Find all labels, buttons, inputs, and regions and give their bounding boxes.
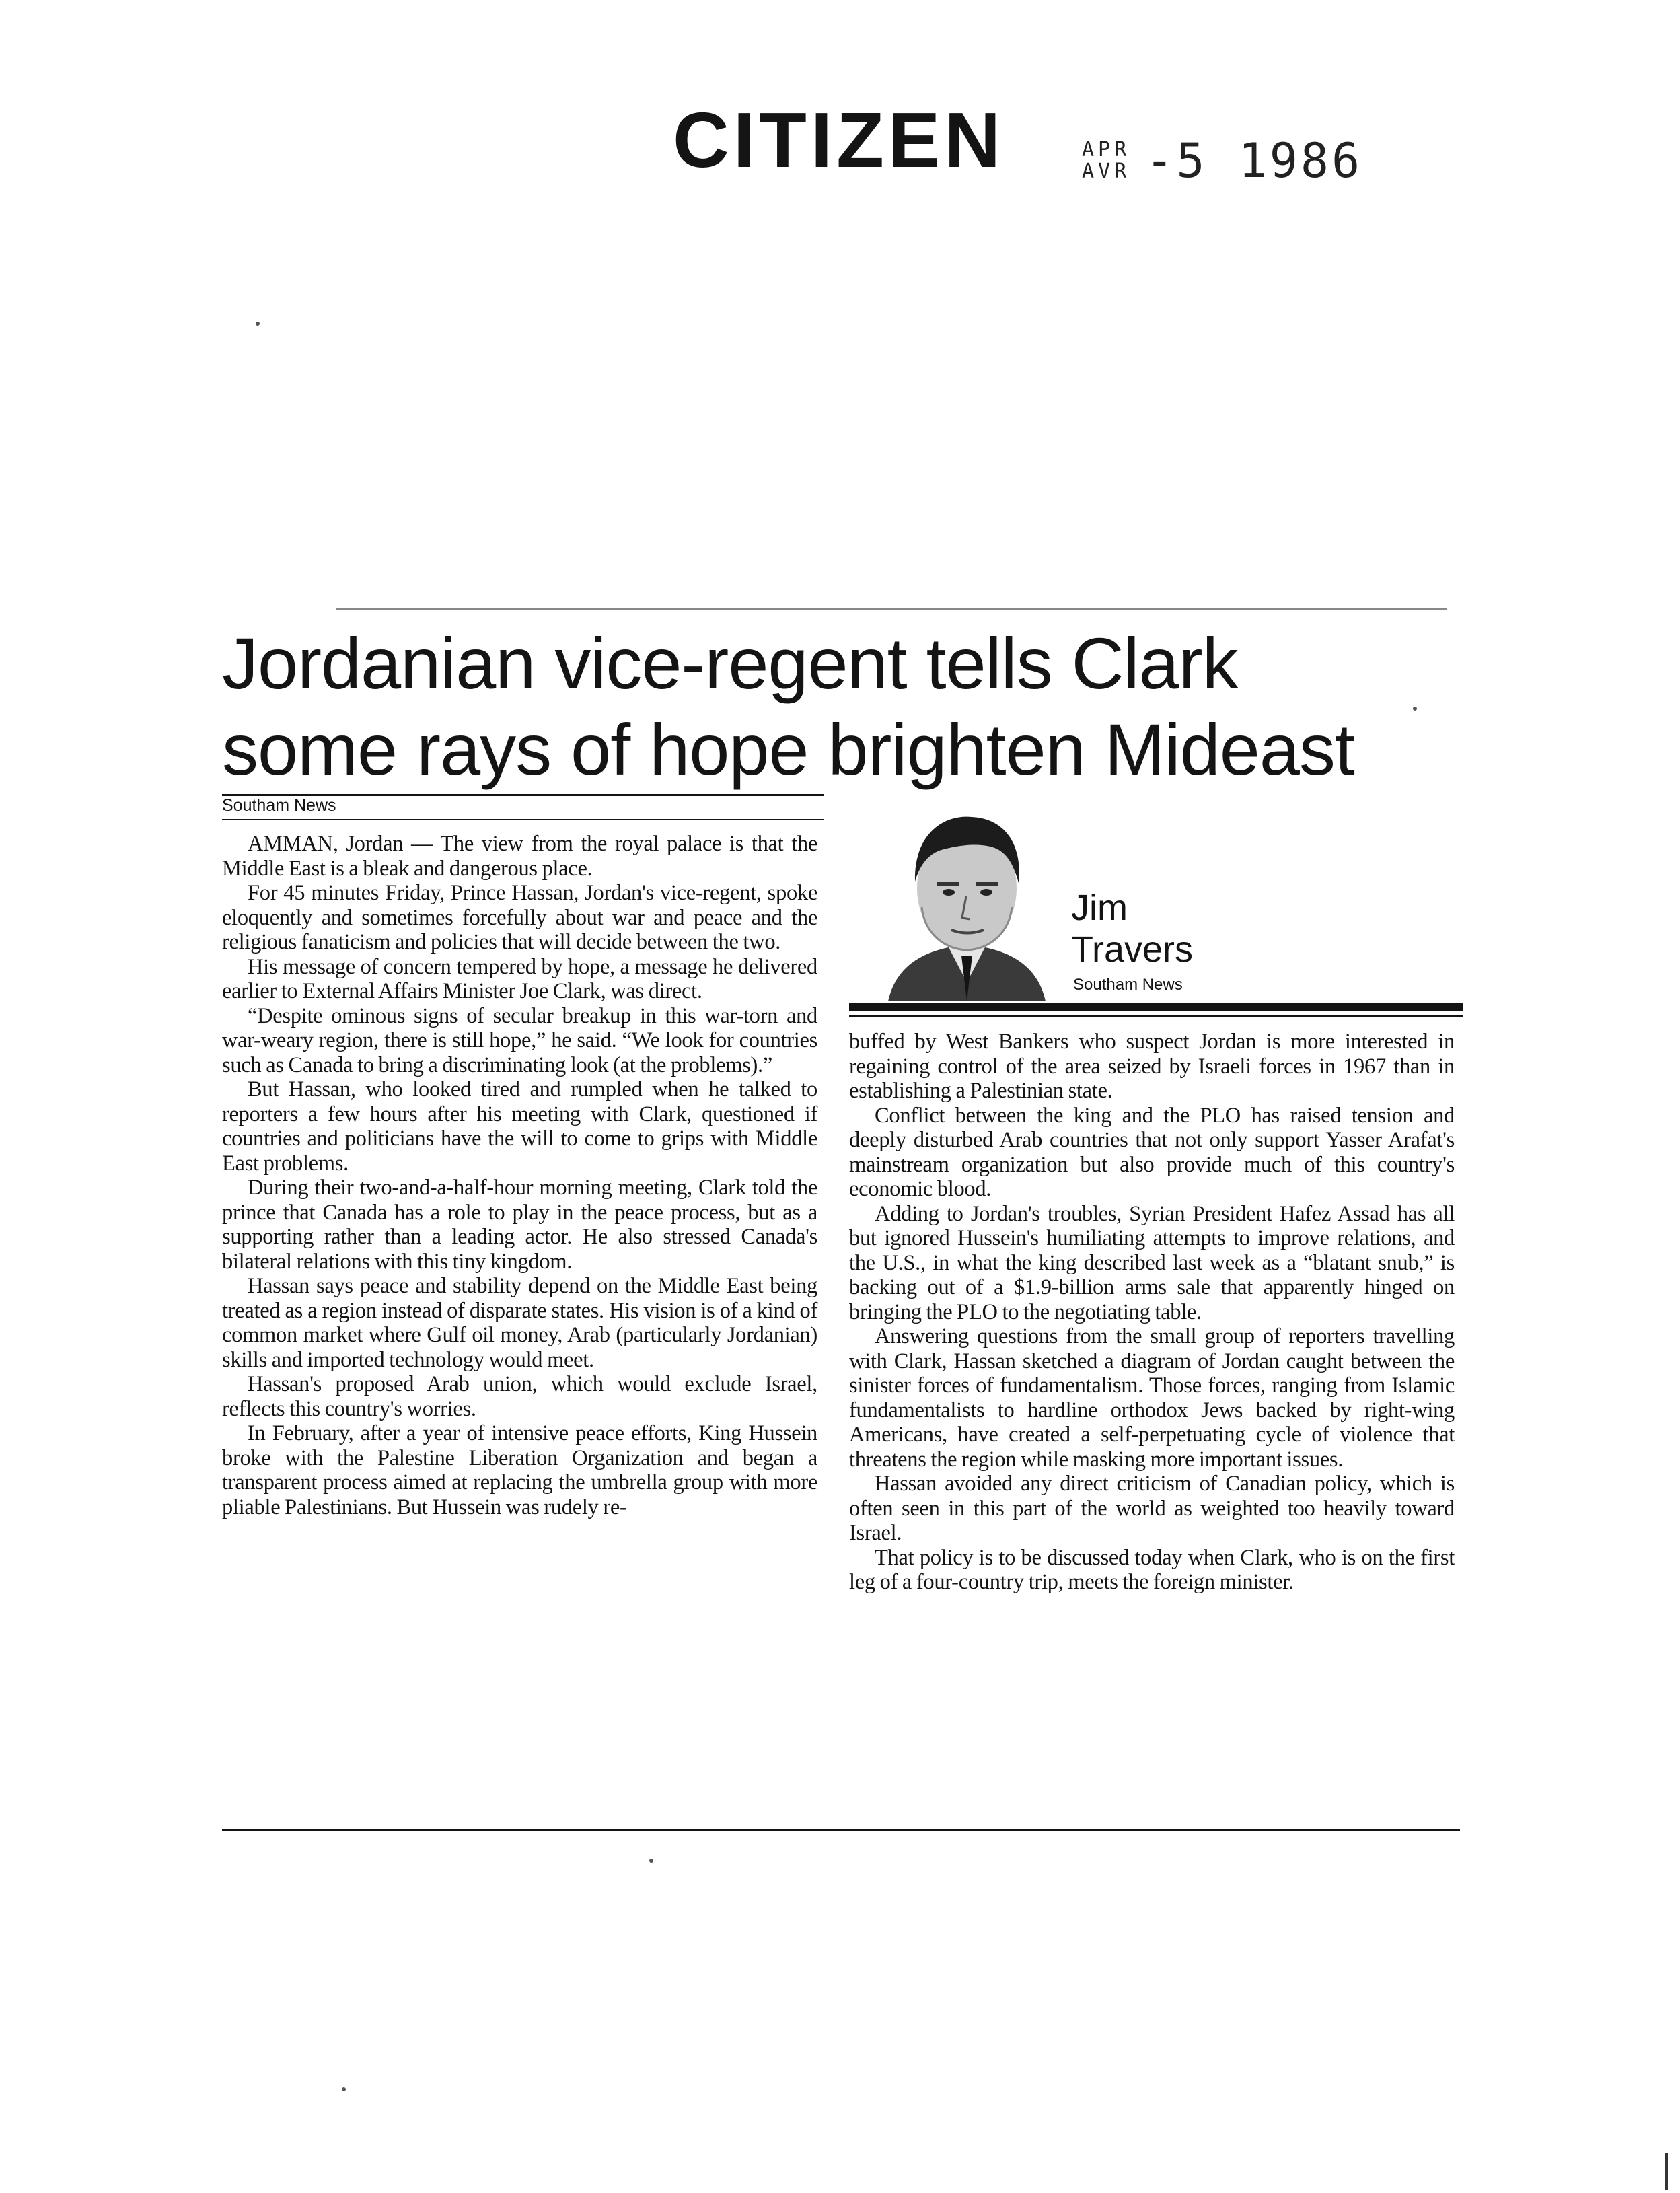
paragraph: Answering questions from the small group of reporters travelling with Clark, Hassan sketched a diagram of Jordan caught between the sinister forces of fundamentalism. Those forces, ranging from Islamic fundamentalists to hardline orthodox Jews backed by right-wing Americans, have created a self-perpetuating cycle of violence that threatens the region while masking more important issues. [849,1324,1455,1472]
paragraph: Hassan's proposed Arab union, which would exclude Israel, reflects this country's worries. [222,1372,817,1421]
scan-speck [256,322,260,326]
byline-agency: Southam News [1073,976,1183,994]
byline-box [849,794,1455,1003]
agency-credit: Southam News [222,796,336,815]
scan-speck [1413,707,1417,711]
article-headline [222,620,1500,793]
paragraph: “Despite ominous signs of secular breakup in this war-torn and war-weary region, there is still hope,” he said. “We look for countries such as Canada to bring a discriminating look (at the problems).” [222,1003,817,1077]
date-stamp [1082,133,1362,188]
agency-bottom-rule [222,819,824,820]
headline-line-2: some rays of hope brighten Mideast [222,709,1354,790]
stamp-month-en: APR [1082,138,1131,161]
paragraph: During their two-and-a-half-hour morning meeting, Clark told the prince that Canada has a role to play in the peace process, but as a supporting rather than a leading actor. He also stressed Canada's bilateral relations with this tiny kingdom. [222,1176,817,1274]
byline-last-name: Travers [1071,929,1194,970]
byline-name [1071,887,1193,970]
byline-first-name: Jim [1071,888,1128,928]
stamp-months [1082,139,1130,182]
headline-top-rule [336,608,1447,610]
paragraph: That policy is to be discussed today when Clark, who is on the first leg of a four-country trip, meets the foreign minister. [849,1545,1455,1594]
paragraph: For 45 minutes Friday, Prince Hassan, Jordan's vice-regent, spoke eloquently and sometimes forcefully about war and peace and the religious fanaticism and policies that will decide between the two. [222,881,817,954]
paragraph: Adding to Jordan's troubles, Syrian President Hafez Assad has all but ignored Hussein's humiliating attempts to improve relations, and the U.S., in what the king described last week as a “blatant snub,” is backing out of a $1.9-billion arms sale that apparently hinged on bringing the PLO to the negotiating table. [849,1201,1455,1324]
paragraph: AMMAN, Jordan — The view from the royal palace is that the Middle East is a bleak and dangerous place. [222,832,817,881]
scan-speck [649,1859,653,1863]
paragraph: His message of concern tempered by hope, a message he delivered earlier to External Affairs Minister Joe Clark, was direct. [222,954,817,1003]
byline-thin-rule [849,1015,1463,1017]
columnist-portrait [883,806,1051,1001]
paragraph: Conflict between the king and the PLO has raised tension and deeply disturbed Arab countries that not only support Yasser Arafat's mainstream organization but also provide much of this country's economic blood. [849,1103,1455,1201]
article-column-1 [222,832,817,1519]
article-bottom-rule [222,1829,1460,1831]
continued-paragraph: buffed by West Bankers who suspect Jordan is more interested in regaining control of the area seized by Israeli forces in 1967 than in establishing a Palestinian state. [849,1030,1455,1103]
scan-edge-mark [1665,2153,1668,2190]
paragraph: But Hassan, who looked tired and rumpled when he talked to reporters a few hours after his meeting with Clark, questioned if countries and politicians have the will to come to grips with Middle East problems. [222,1077,817,1176]
paragraph: Hassan avoided any direct criticism of Canadian policy, which is often seen in this part of the world as weighted too heavily toward Israel. [849,1472,1455,1545]
scan-speck [342,2087,346,2091]
stamp-month-fr: AVR [1082,159,1131,183]
publication-masthead: CITIZEN [673,96,1005,184]
stamp-date: -5 1986 [1145,133,1363,188]
byline-heavy-rule [849,1003,1463,1011]
article-column-2 [849,1030,1455,1595]
paragraph: In February, after a year of intensive peace efforts, King Hussein broke with the Palestine Liberation Organization and began a transparent process aimed at replacing the umbrella group with more pliable Palestinians. But Hussein was rudely re- [222,1421,817,1519]
paragraph: Hassan says peace and stability depend on the Middle East being treated as a region instead of disparate states. His vision is of a kind of common market where Gulf oil money, Arab (particularly Jordanian) skills and imported technology would meet. [222,1274,817,1372]
headline-line-1: Jordanian vice-regent tells Clark [222,622,1238,704]
